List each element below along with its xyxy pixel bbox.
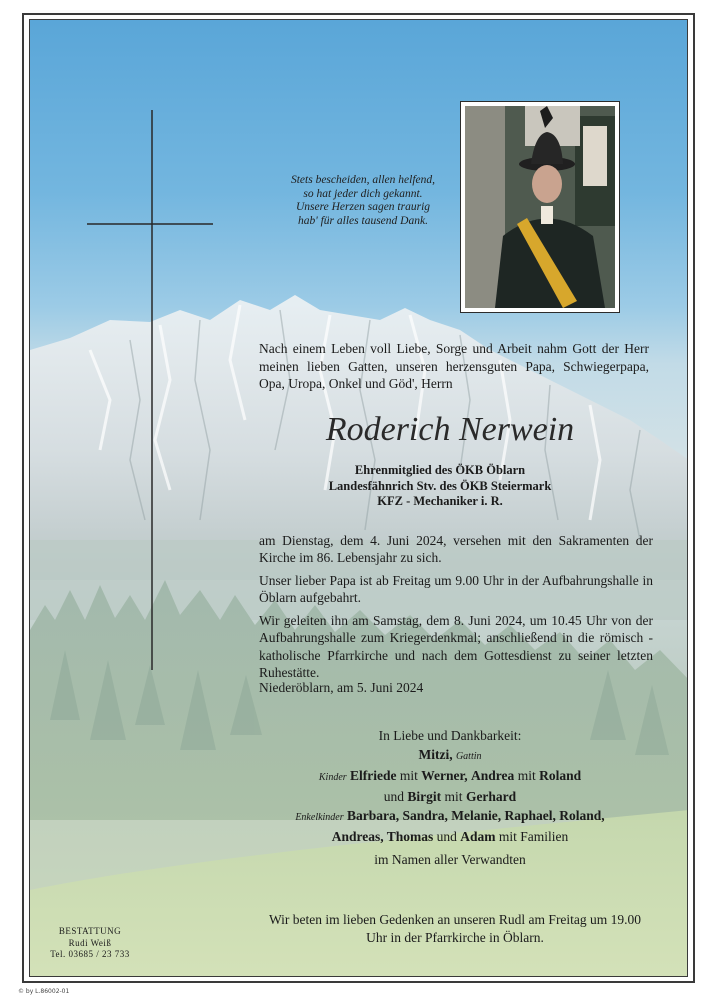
funeral-notice: Wir geleiten ihn am Samstag, dem 8. Juni 2024, um 10.45 Uhr von der Aufbahrungshalle zum Kriegerdenkmal; anschließend in die römisch - katholische Pfarrkirche und nach dem Gottesdienst zu seiner letzten Ruhestätte. [259, 613, 653, 680]
title-line: Landesfähnrich Stv. des ÖKB Steiermark [328, 478, 552, 493]
relatives-line: im Namen aller Verwandten [374, 852, 526, 867]
poem [263, 174, 463, 228]
undertaker-line: Rudi Weiß [68, 937, 112, 948]
child-name: Birgit [407, 789, 442, 804]
undertaker-line: Tel. 03685 / 23 733 [50, 949, 130, 959]
poem-line: Unsere Herzen sagen traurig [295, 201, 431, 213]
poem-line: so hat jeder dich gekannt. [303, 187, 423, 200]
children-line-1 [260, 766, 640, 787]
lying-in-state-notice: Unser lieber Papa ist ab Freitag um 9.00 Uhr in der Aufbahrungshalle in Öblarn aufgebahrt. [259, 573, 653, 606]
deceased-titles [260, 463, 620, 510]
grandchildren-names: Andreas, Thomas [331, 829, 434, 844]
grandchildren-names: Adam [460, 829, 496, 844]
poem-line: hab' für alles tausend Dank. [298, 214, 428, 227]
portrait-photo [465, 106, 615, 308]
child-name: Werner, [421, 768, 468, 783]
poem-line: Stets bescheiden, allen helfend, [290, 174, 436, 186]
title-line: KFZ - Mechaniker i. R. [377, 494, 503, 508]
background-panel [29, 19, 688, 977]
child-name: Elfriede [350, 768, 397, 783]
title-line: Ehrenmitglied des ÖKB Öblarn [354, 463, 526, 477]
grandchildren-line-2 [260, 827, 640, 846]
undertaker-info [40, 926, 140, 961]
grandchildren-line-1 [260, 806, 640, 827]
spouse-name: Mitzi, [418, 747, 453, 762]
deceased-name: Roderich Nerwein [325, 411, 575, 448]
cross-vertical-bar [151, 110, 153, 670]
child-name: Roland [539, 768, 582, 783]
conjunction: mit [399, 768, 418, 783]
conjunction: und [383, 789, 405, 804]
grandchildren-tail: mit Familien [498, 829, 569, 844]
children-label: Kinder [318, 772, 347, 783]
memorial-notice: Wir beten im lieben Gedenken an unseren Rudl am Freitag um 19.00 Uhr in der Pfarrkirche in Öblarn. [268, 912, 642, 945]
child-name: Andrea [471, 768, 515, 783]
intro-text: Nach einem Leben voll Liebe, Sorge und Arbeit nahm Gott der Herr meinen lieben Gatten, unseren herzensguten Papa, Schwiegerpapa, Opa, Uropa, Onkel und Göd', Herrn [259, 341, 649, 391]
copyright-note: © by L.86002-01 [18, 988, 70, 995]
place-and-date: Niederöblarn, am 5. Juni 2024 [259, 680, 424, 695]
grandchildren-names: Barbara, Sandra, Melanie, Raphael, Roland, [347, 808, 605, 823]
spouse-label: Gattin [455, 751, 482, 762]
spouse-line [260, 745, 640, 766]
mourners-section [260, 726, 640, 869]
child-name: Gerhard [465, 789, 517, 804]
children-line-2 [260, 787, 640, 806]
portrait-frame [460, 101, 620, 313]
conjunction: mit [444, 789, 463, 804]
conjunction: mit [517, 768, 536, 783]
cross-horizontal-bar [87, 223, 213, 225]
conjunction: und [436, 829, 457, 844]
undertaker-line: BESTATTUNG [58, 926, 122, 936]
mourners-heading: In Liebe und Dankbarkeit: [378, 728, 522, 743]
death-notice: am Dienstag, dem 4. Juni 2024, versehen mit den Sakramenten der Kirche im 86. Lebensjahr zu sich. [259, 533, 653, 566]
grandchildren-label: Enkelkinder [295, 812, 344, 823]
